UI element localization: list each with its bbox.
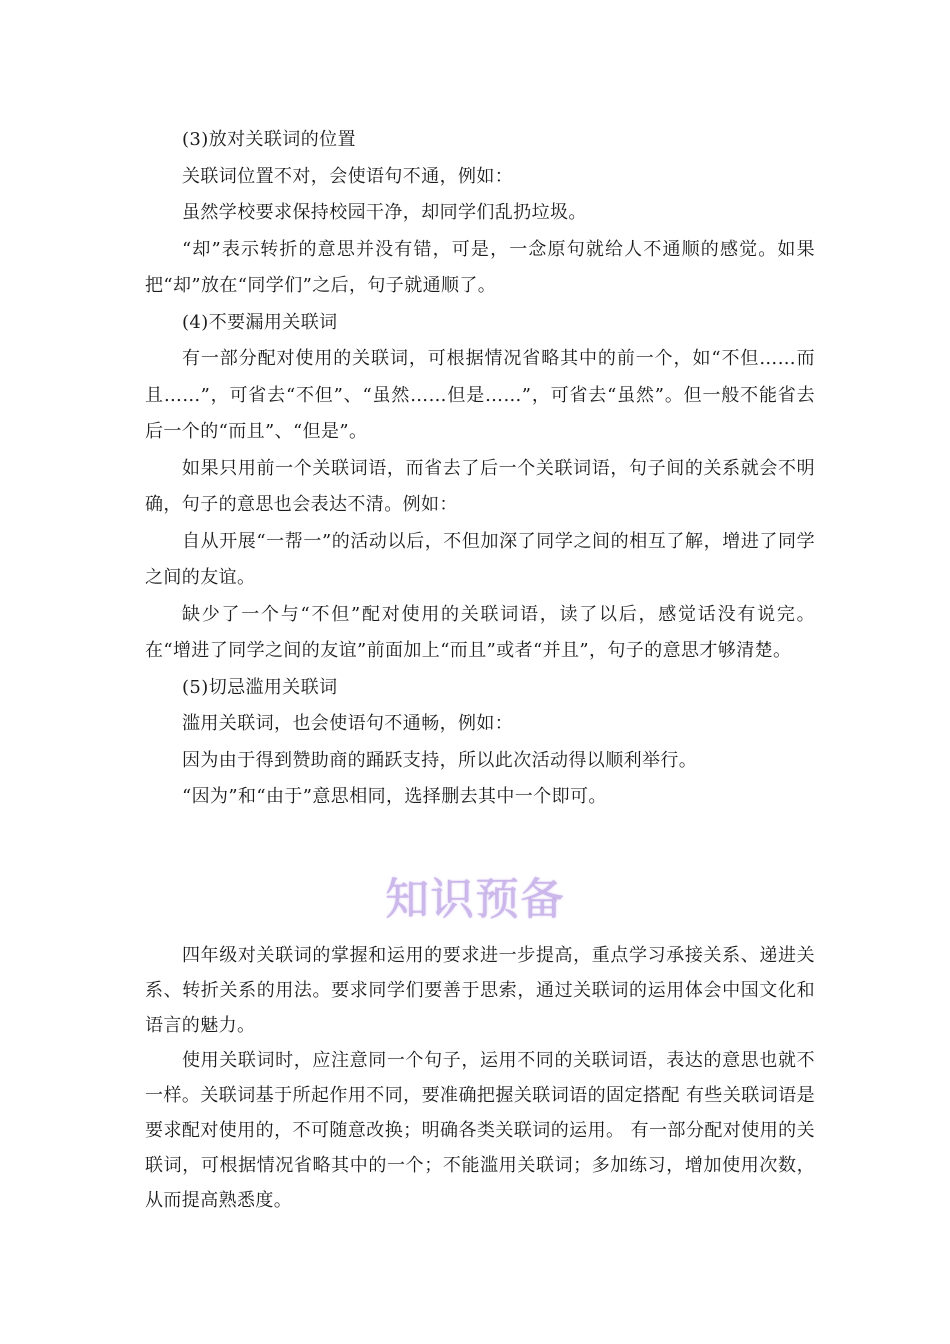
item4-explanation: 缺少了一个与“不但”配对使用的关联词语，读了以后，感觉话没有说完。在“增进了同学之间的友谊”前面加上“而且”或者“并且”，句子的意思才够清楚。 — [145, 603, 815, 661]
item4-example: 自从开展“一帮一”的活动以后，不但加深了同学之间的相互了解，增进了同学之间的友谊。 — [145, 530, 815, 588]
item3-example: 虽然学校要求保持校园干净，却同学们乱扔垃圾。 — [182, 202, 587, 223]
item4-paragraph-1: 有一部分配对使用的关联词，可根据情况省略其中的前一个，如“不但……而且……”，可省去“不但”、“虽然……但是……”，可省去“虽然”。但一般不能省去后一个的“而且”、“但是”。 — [145, 348, 815, 442]
item3-heading: (3)放对关联词的位置 — [182, 129, 356, 150]
bottom-section — [145, 938, 815, 1218]
item5-explanation: “因为”和“由于”意思相同，选择删去其中一个即可。 — [182, 786, 607, 807]
item3-explanation: “却”表示转折的意思并没有错，可是，一念原句就给人不通顺的感觉。如果把“却”放在“同学们”之后，句子就通顺了。 — [145, 238, 815, 296]
item5-intro: 滥用关联词，也会使语句不通畅，例如： — [182, 713, 514, 734]
knowledge-paragraph-1: 四年级对关联词的掌握和运用的要求进一步提高，重点学习承接关系、递进关系、转折关系的用法。要求同学们要善于思索，通过关联词的运用体会中国文化和语言的魅力。 — [145, 945, 815, 1036]
item5-example: 因为由于得到赞助商的踊跃支持，所以此次活动得以顺利举行。 — [182, 749, 698, 771]
item4-paragraph-2: 如果只用前一个关联词语，而省去了后一个关联词语，句子间的关系就会不明确，句子的意思也会表达不清。例如： — [145, 457, 815, 515]
item4-heading: (4)不要漏用关联词 — [182, 311, 338, 333]
item3-intro: 关联词位置不对，会使语句不通，例如： — [182, 165, 514, 187]
knowledge-paragraph-2: 使用关联词时，应注意同一个句子，运用不同的关联词语，表达的意思也就不一样。关联词基于所起作用不同，要准确把握关联词语的固定搭配 有些关联词语是要求配对使用的，不可随意改换；明确各类关联词的运用。 有一部分配对使用的关联词，可根据情况省略其中的一个；不能滥用关联词；多加练习，增加使用次数，从而提高熟悉度。 — [145, 1050, 815, 1211]
item5-heading: (5)切忌滥用关联词 — [182, 676, 338, 698]
section-heading-knowledge-prep: 知识预备 — [385, 874, 565, 925]
top-section — [145, 122, 815, 816]
